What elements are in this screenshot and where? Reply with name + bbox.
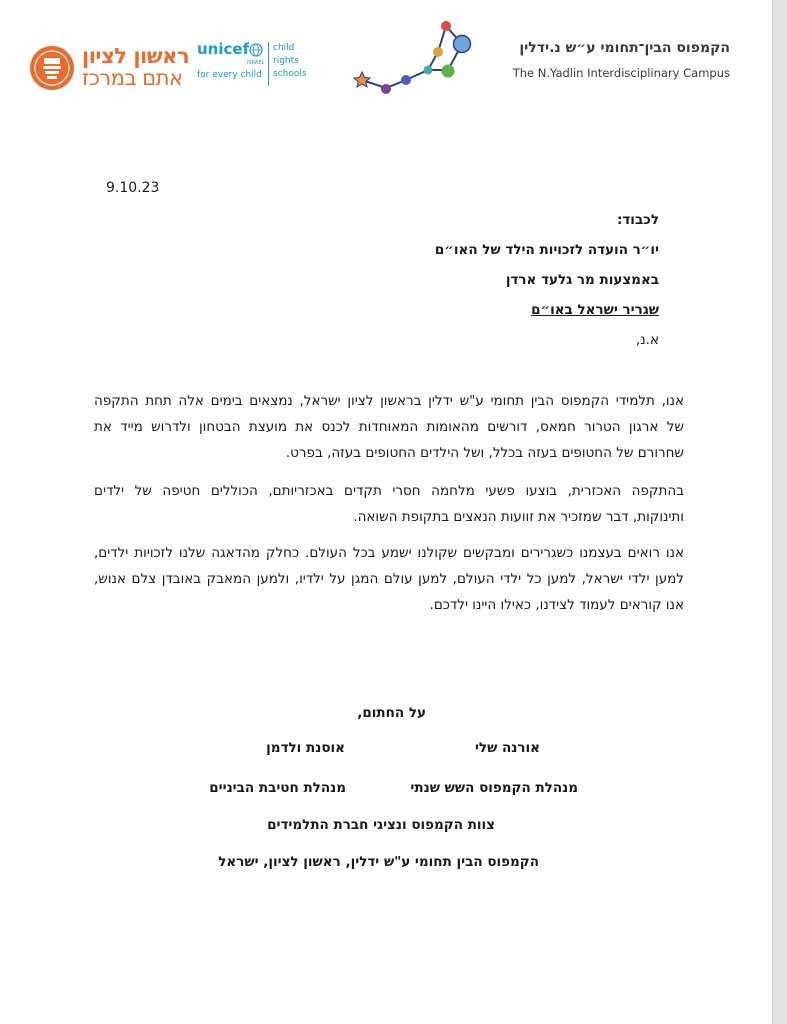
salutation: א.נ, [635,332,659,348]
team-line: צוות הקמפוס ונציגי חברת התלמידים [267,817,495,833]
signatures-heading: על החתום, [357,705,426,721]
paragraph-2-line: בהתקפה האכזרית, בוצעו פשעי מלחמה חסרי תקדים באכזריותם, הכוללים חטיפה של ילדים [94,483,684,499]
dot-yellow [433,47,443,57]
dot-red [441,21,451,31]
paragraph-1-line: אנו, תלמידי הקמפוס הבין תחומי ע"ש ידלין בראשון לציון ישראל, נמצאים בימים אלה תחת התקפה [94,393,684,409]
dot-lightblue [454,36,471,53]
signer-2-title: מנהלת חטיבת הביניים [209,780,346,796]
paragraph-2-line: ותינוקות, דבר שמזכיר את זוועות הנאצים בתקופת השואה. [353,509,684,525]
unicef-divider [268,42,269,86]
unicef-logo [197,40,307,90]
dot-blue [401,75,411,85]
paragraph-3-line: אנו קוראים לעמוד לצידנו, כאילו היינו ילדכם. [429,597,684,613]
recipient-line-1: יו״ר הועדה לזכויות הילד של האו״ם [434,242,659,258]
campus-name-hebrew: הקמפוס הבין־תחומי ע״ש נ.ידלין [519,40,730,56]
crs-line-1: child [273,43,295,53]
star-icon [354,72,370,87]
campus-logo [508,40,730,80]
unicef-wordmark: unicef [197,40,250,58]
unicef-country: ISRAEL [247,60,265,66]
to-label: לכבוד: [616,212,659,228]
dot-teal [424,66,433,75]
paragraph-2 [94,478,684,530]
paragraph-3-line: למען ילדי ישראל, למען כל ילדי העולם, למען עולם המגן על ילדיו, ולמען המאבק באובדן צלם אנוש, [94,571,684,587]
institution-line: הקמפוס הבין תחומי ע"ש ידלין, ראשון לציון, ישראל [218,854,539,870]
page-edge [773,0,787,1024]
dot-green [442,65,455,78]
signer-1-title: מנהלת הקמפוס השש שנתי [410,780,578,796]
unicef-globe-icon [249,42,263,61]
letter-date: 9.10.23 [106,180,160,196]
campus-dots-graphic [350,18,480,98]
signer-2-name: אוסנת ולדמן [266,740,345,756]
child-rights-schools [273,42,307,81]
rishon-logo-line1: ראשון לציון [82,44,190,68]
recipient-line-3: שגריר ישראל באו״ם [531,302,659,318]
dot-purple [381,84,391,94]
recipient-line-2: באמצעות מר גלעד ארדן [505,272,659,288]
unicef-tagline: for every child [197,70,262,80]
campus-name-english: The N.Yadlin Interdisciplinary Campus [512,66,730,80]
rishon-lezion-logo [30,44,190,92]
city-emblem-icon [30,46,74,90]
rishon-logo-line2: אתם במרכז [82,66,183,90]
paragraph-3 [94,540,684,618]
crs-line-3: schools [273,69,307,79]
paragraph-1-line: של ארגון הטרור חמאס, דורשים מהאומות המאוחדות לכנס את מועצת הבטחון ולדרוש מייד את [94,419,684,435]
paragraph-3-line: אנו רואים בעצמנו כשגרירים ומבקשים שקולנו ישמע בכל העולם. כחלק מהדאגה שלנו לזכויות ילדים, [94,545,684,561]
signer-1-name: אורנה שלי [474,740,540,756]
paragraph-1-line: שחרורם של החטופים בעזה בכלל, ושל הילדים החטופים בעזה, בפרט. [285,445,684,461]
paragraph-1 [94,388,684,466]
crs-line-2: rights [273,56,299,66]
